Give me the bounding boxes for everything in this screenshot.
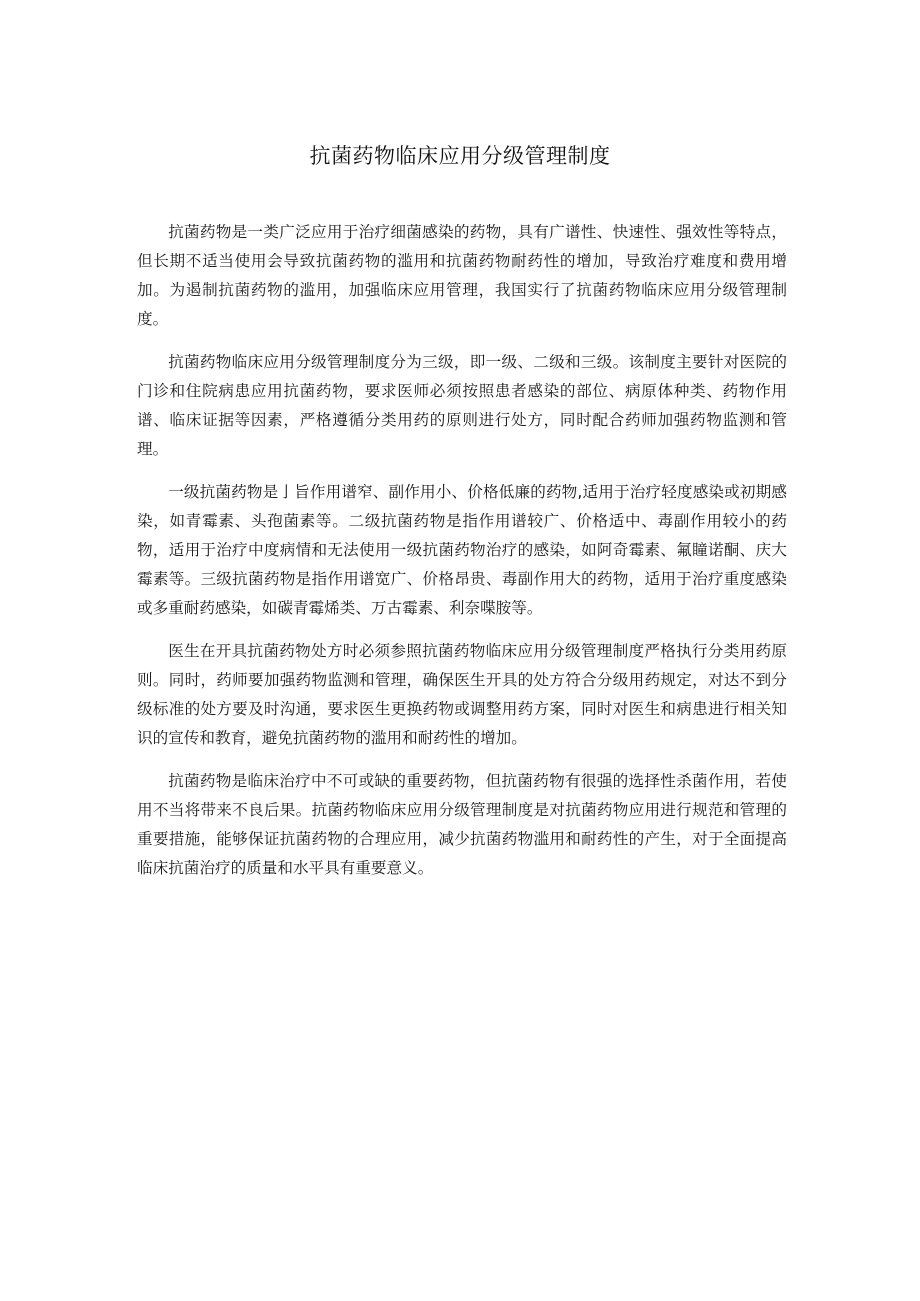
paragraph-levels: 抗菌药物临床应用分级管理制度分为三级，即一级、二级和三级。该制度主要针对医院的门诊和住院病患应用抗菌药物，要求医师必须按照患者感染的部位、病原体种类、药物作用谱、临床证据等因素，严格遵循分类用药的原则进行处方，同时配合药师加强药物监测和管理。 — [137, 353, 787, 458]
paragraph-prescribing: 医生在开具抗菌药物处方时必须参照抗菌药物临床应用分级管理制度严格执行分类用药原则。同时，药师要加强药物监测和管理，确保医生开具的处方符合分级用药规定，对达不到分级标准的处方要及时沟通，要求医生更换药物或调整用药方案，同时对医生和病患进行相关知识的宣传和教育，避免抗菌药物的滥用和耐药性的增加。 — [137, 642, 787, 747]
paragraph-intro: 抗菌药物是一类广泛应用于治疗细菌感染的药物，具有广谱性、快速性、强效性等特点，但长期不适当使用会导致抗菌药物的滥用和抗菌药物耐药性的增加，导致治疗难度和费用增加。为遏制抗菌药物的滥用，加强临床应用管理，我国实行了抗菌药物临床应用分级管理制度。 — [137, 223, 787, 328]
document-title: 抗菌药物临床应用分级管理制度 — [309, 144, 611, 168]
document-body — [137, 218, 787, 897]
paragraph-classification: 一级抗菌药物是亅旨作用谱窄、副作用小、价格低廉的药物,适用于治疗轻度感染或初期感染，如青霉素、头孢菌素等。二级抗菌药物是指作用谱较广、价格适中、毒副作用较小的药物，适用于治疗中度病情和无法使用一级抗菌药物治疗的感染，如阿奇霉素、氟瞳诺酮、庆大霉素等。三级抗菌药物是指作用谱宽广、价格昂贵、毒副作用大的药物，适用于治疗重度感染或多重耐药感染，如碳青霉烯类、万古霉素、利奈喋胺等。 — [137, 483, 787, 617]
paragraph-conclusion: 抗菌药物是临床治疗中不可或缺的重要药物，但抗菌药物有很强的选择性杀菌作用，若使用不当将带来不良后果。抗菌药物临床应用分级管理制度是对抗菌药物应用进行规范和管理的重要措施，能够保证抗菌药物的合理应用，减少抗菌药物滥用和耐药性的产生，对于全面提高临床抗菌治疗的质量和水平具有重要意义。 — [137, 772, 787, 877]
